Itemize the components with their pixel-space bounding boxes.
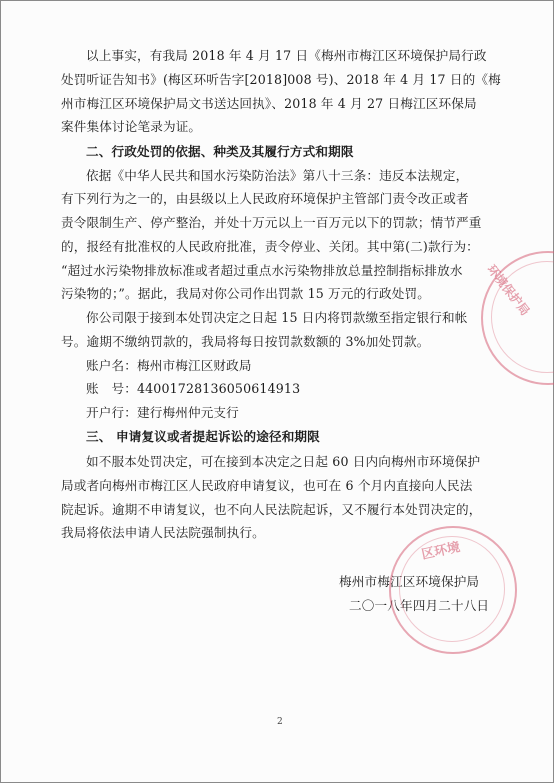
- paragraph-line: 我局将依法申请人民法院强制执行。: [61, 525, 265, 540]
- issuer-signature: 梅州市梅江区环境保护局: [339, 574, 480, 589]
- paragraph-line: 你公司限于接到本处罚决定之日起 15 日内将罚款缴至指定银行和帐: [86, 310, 468, 325]
- paragraph-line: 有下列行为之一的，由县级以上人民政府环境保护主管部门责令改正或者: [61, 191, 469, 206]
- paragraph-line: 的，报经有批准权的人民政府批准，责令停业、关闭。其中第(二)款行为：: [61, 239, 479, 254]
- seal-text: 环境保护局: [484, 262, 533, 319]
- account-number-line: 账 号：44001728136050614913: [86, 381, 301, 396]
- paragraph-line: 依据《中华人民共和国水污染防治法》第八十三条：违反本法规定，: [86, 168, 469, 183]
- paragraph-line: 以上事实，有我局 2018 年 4 月 17 日《梅州市梅江区环境保护局行政: [86, 48, 487, 63]
- paragraph-line: 处罚听证告知书》(梅区环听告字[2018]008 号)、2018 年 4 月 17 日的《梅: [61, 72, 501, 87]
- issue-date: 二〇一八年四月二十八日: [349, 598, 490, 613]
- paragraph-line: 号。逾期不缴纳罚款的，我局将每日按罚款数额的 3%加处罚款。: [61, 334, 430, 349]
- seal-text: 区环境: [420, 540, 462, 563]
- paragraph-line: 局或者向梅州市梅江区人民政府申请复议，也可在 6 个月内直接向人民法: [61, 478, 473, 493]
- paragraph-line: “超过水污染物排放标准或者超过重点水污染物排放总量控制指标排放水: [61, 263, 463, 278]
- bank-line: 开户行：建行梅州仲元支行: [86, 405, 239, 420]
- section-heading: 三、 申请复议或者提起诉讼的途径和期限: [86, 429, 320, 444]
- official-seal-partial: [481, 251, 554, 385]
- account-name-line: 账户名：梅州市梅江区财政局: [86, 358, 252, 373]
- section-heading: 二、行政处罚的依据、种类及其履行方式和期限: [86, 144, 354, 159]
- paragraph-line: 责令限制生产、停产整治，并处十万元以上一百万元以下的罚款；情节严重: [61, 215, 482, 230]
- paragraph-line: 案件集体讨论笔录为证。: [61, 119, 202, 134]
- paragraph-line: 院起诉。逾期不申请复议，也不向人民法院起诉，又不履行本处罚决定的，: [61, 502, 482, 517]
- paragraph-line: 如不服本处罚决定，可在接到本决定之日起 60 日内向梅州市环境保护: [86, 454, 481, 469]
- page-number: 2: [277, 717, 283, 727]
- paragraph-line: 州市梅江区环境保护局文书送达回执》、2018 年 4 月 27 日梅江区环保局: [61, 96, 477, 111]
- paragraph-line: 污染物的；”。据此，我局对你公司作出罚款 15 万元的行政处罚。: [61, 286, 431, 301]
- official-seal: [389, 526, 517, 654]
